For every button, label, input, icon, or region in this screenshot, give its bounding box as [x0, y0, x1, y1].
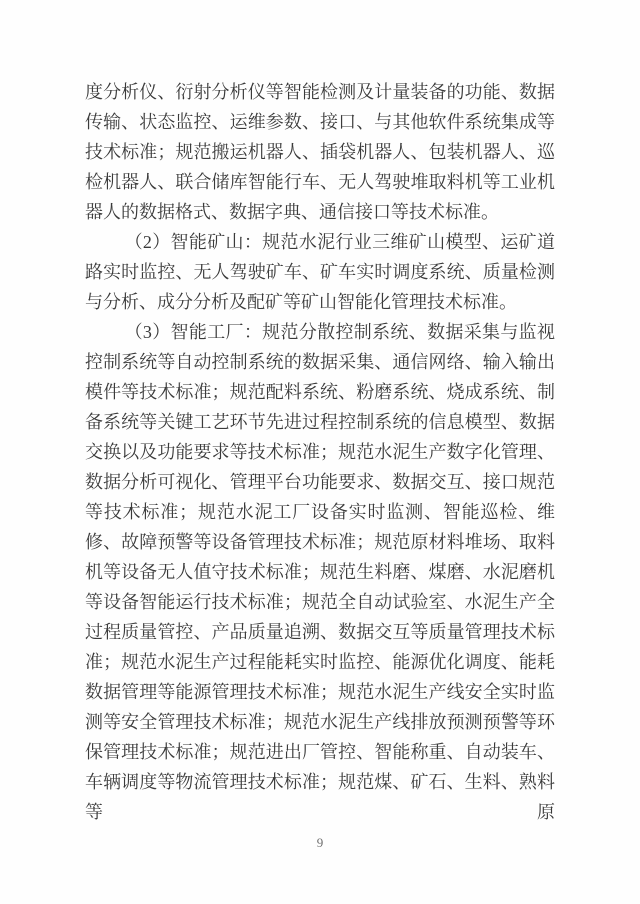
- paragraph-item-2-smart-mine: （2）智能矿山：规范水泥行业三维矿山模型、运矿道路实时监控、无人驾驶矿车、矿车实时调度系统、质量检测与分析、成分分析及配矿等矿山智能化管理技术标准。: [85, 232, 555, 312]
- paragraph-item-3-smart-factory: （3）智能工厂：规范分散控制系统、数据采集与监视控制系统等自动控制系统的数据采集、通信网络、输入输出模件等技术标准；规范配料系统、粉磨系统、烧成系统、制备系统等关键工艺环节先进过程控制系统的信息模型、数据交换以及功能要求等技术标准；规范水泥生产数字化管理、数据分析可视化、管理平台功能要求、数据交互、接口规范等技术标准；规范水泥工厂设备实时监测、智能巡检、维修、故障预警等设备管理技术标准；规范原材料堆场、取料机等设备无人值守技术标准；规范生料磨、煤磨、水泥磨机等设备智能运行技术标准；规范全自动试验室、水泥生产全过程质量管控、产品质量追溯、数据交互等质量管理技术标准；规范水泥生产过程能耗实时监控、能源优化调度、能耗数据管理等能源管理技术标准；规范水泥生产线安全实时监测等安全管理技术标准；规范水泥生产线排放预测预警等环保管理技术标准；规范进出厂管控、智能称重、自动装车、车辆调度等物流管理技术标准；规范煤、矿石、生料、熟料等原: [85, 322, 555, 822]
- body-text: [85, 77, 555, 827]
- paragraph-continuation: 度分析仪、衍射分析仪等智能检测及计量装备的功能、数据传输、状态监控、运维参数、接口、与其他软件系统集成等技术标准；规范搬运机器人、插袋机器人、包装机器人、巡检机器人、联合储库智能行车、无人驾驶堆取料机等工业机器人的数据格式、数据字典、通信接口等技术标准。: [85, 82, 555, 222]
- page-number: 9: [316, 835, 324, 850]
